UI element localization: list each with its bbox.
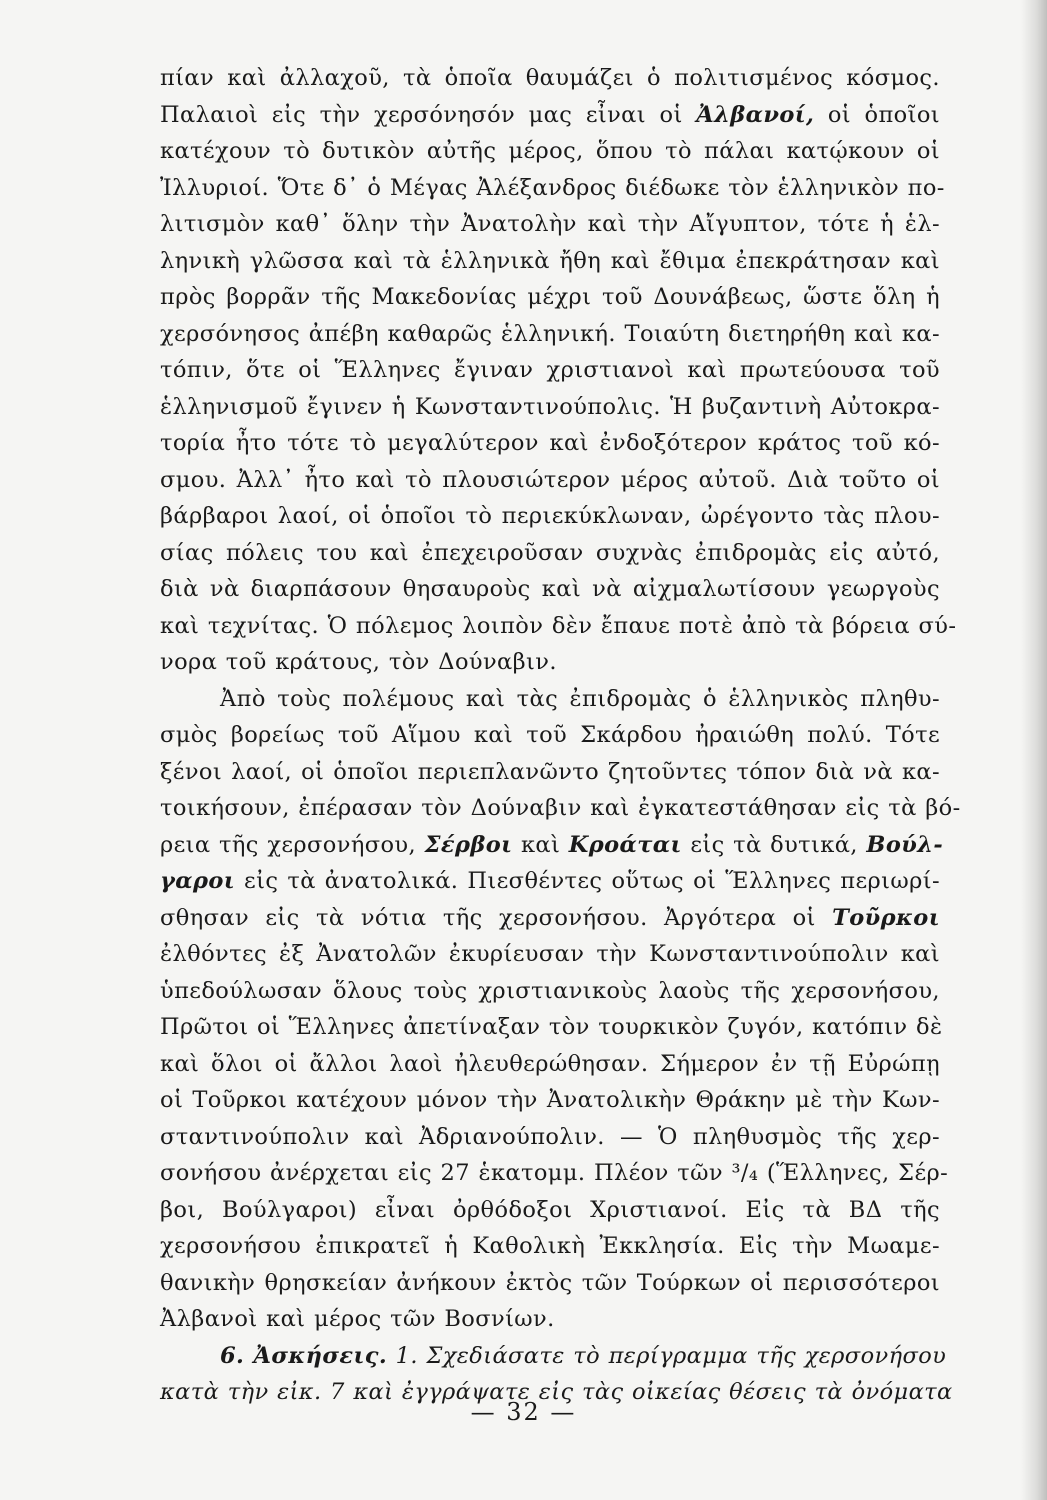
text-line: σίας πόλεις του καὶ ἐπεχειροῦσαν συχνὰς ἐπιδρομὰς εἰς αὐτό, xyxy=(160,539,940,566)
bold-term-albanoi: Ἀλβανοί, xyxy=(696,101,815,128)
page-number: — 32 — xyxy=(470,1398,577,1426)
text-line: χερσόνησος ἀπέβη καθαρῶς ἑλληνική. Τοιαύτη διετηρήθη καὶ κα- xyxy=(160,320,940,347)
text-line xyxy=(160,97,940,134)
text-segment: 1. Σχεδιάσατε τὸ περίγραμμα τῆς χερσονήσου xyxy=(387,1342,947,1369)
text-line: ληνικὴ γλῶσσα καὶ τὰ ἑλληνικὰ ἤθη καὶ ἔθιμα ἐπεκράτησαν καὶ xyxy=(160,247,940,274)
text-line: τοικήσουν, ἐπέρασαν τὸν Δούναβιν καὶ ἐγκατεστάθησαν εἰς τὰ βό- xyxy=(160,795,961,821)
text-line: χερσονήσου ἐπικρατεῖ ἡ Καθολικὴ Ἐκκλησία. Εἰς τὴν Μωαμε- xyxy=(160,1233,940,1259)
exercises-line: κατὰ τὴν εἰκ. 7 καὶ ἐγγράψατε εἰς τὰς οἰκείας θέσεις τὰ ὀνόματα xyxy=(160,1379,953,1405)
text-line: Ἰλλυριοί. Ὅτε δ᾿ ὁ Μέγας Ἀλέξανδρος διέδωκε τὸν ἑλληνικὸν πο- xyxy=(160,174,945,201)
text-segment: εἰς τὰ ἀνατολικά. Πιεσθέντες οὕτως οἱ Ἕλληνες περιωρί- xyxy=(235,868,940,894)
text-line: διὰ νὰ διαρπάσουν θησαυροὺς καὶ νὰ αἰχμαλωτίσουν γεωργοὺς xyxy=(160,576,940,602)
text-segment: καὶ xyxy=(512,831,569,858)
text-line: καὶ ὅλοι οἱ ἄλλοι λαοὶ ἠλευθερώθησαν. Σήμερον ἐν τῇ Εὐρώπῃ xyxy=(160,1050,940,1077)
text-line: σταντινούπολιν καὶ Ἀδριανούπολιν. — Ὁ πληθυσμὸς τῆς χερ- xyxy=(160,1123,940,1150)
text-line: κατέχουν τὸ δυτικὸν αὐτῆς μέρος, ὅπου τὸ πάλαι κατῴκουν οἱ xyxy=(160,138,940,164)
text-line xyxy=(160,863,940,900)
text-line xyxy=(160,827,944,864)
text-line: πίαν καὶ ἀλλαχοῦ, τὰ ὁποῖα θαυμάζει ὁ πολιτισμένος κόσμος. xyxy=(160,65,940,91)
text-line: πρὸς βορρᾶν τῆς Μακεδονίας μέχρι τοῦ Δουνάβεως, ὥστε ὅλη ἡ xyxy=(160,284,940,310)
text-line: νορα τοῦ κράτους, τὸν Δούναβιν. xyxy=(160,649,557,675)
exercises-line xyxy=(160,1338,947,1375)
text-line: βοι, Βούλγαροι) εἶναι ὀρθόδοξοι Χριστιανοί. Εἰς τὰ ΒΔ τῆς xyxy=(160,1196,940,1223)
text-line: ξένοι λαοί, οἱ ὁποῖοι περιεπλανῶντο ζητοῦντες τόπον διὰ νὰ κα- xyxy=(160,758,940,785)
text-line: θανικὴν θρησκείαν ἀνήκουν ἐκτὸς τῶν Τούρκων οἱ περισσότεροι xyxy=(160,1269,940,1296)
text-line: λιτισμὸν καθ᾿ ὅλην τὴν Ἀνατολὴν καὶ τὴν Αἴγυπτον, τότε ἡ ἑλ- xyxy=(160,211,940,237)
bold-term-serboi: Σέρβοι xyxy=(424,831,513,858)
page-binding-shadow xyxy=(1021,0,1047,1500)
text-line: βάρβαροι λαοί, οἱ ὁποῖοι τὸ περιεκύκλωναν, ὠρέγοντο τὰς πλου- xyxy=(160,503,940,529)
text-segment: εἰς τὰ δυτικά, xyxy=(681,831,867,858)
text-line: Πρῶτοι οἱ Ἕλληνες ἀπετίναξαν τὸν τουρκικὸν ζυγόν, κατόπιν δὲ xyxy=(160,1014,943,1040)
text-line: τόπιν, ὅτε οἱ Ἕλληνες ἔγιναν χριστιανοὶ καὶ πρωτεύουσα τοῦ xyxy=(160,357,940,383)
text-line: οἱ Τοῦρκοι κατέχουν μόνον τὴν Ἀνατολικὴν Θράκην μὲ τὴν Κων- xyxy=(160,1087,940,1113)
body-text xyxy=(160,60,961,1411)
text-line: ἑλληνισμοῦ ἔγινεν ἡ Κωνσταντινούπολις. Ἡ βυζαντινὴ Αὐτοκρα- xyxy=(160,393,940,420)
bold-term-boulgaroi-start: Βούλ- xyxy=(866,831,944,858)
text-line: ἐλθόντες ἐξ Ἀνατολῶν ἐκυρίευσαν τὴν Κωνσταντινούπολιν καὶ xyxy=(160,941,940,967)
bold-term-boulgaroi-end: γαροι xyxy=(160,868,236,894)
exercises-heading: 6. Ἀσκήσεις. xyxy=(220,1342,388,1369)
text-line: σμου. Ἀλλ᾿ ἦτο καὶ τὸ πλουσιώτερον μέρος αὐτοῦ. Διὰ τοῦτο οἱ xyxy=(160,466,940,493)
text-line: Ἀπὸ τοὺς πολέμους καὶ τὰς ἐπιδρομὰς ὁ ἑλληνικὸς πληθυ- xyxy=(220,685,940,712)
text-line: σονήσου ἀνέρχεται εἰς 27 ἑκατομμ. Πλέον τῶν ³/₄ (Ἕλληνες, Σέρ- xyxy=(160,1160,949,1186)
text-line: ὑπεδούλωσαν ὅλους τοὺς χριστιανικοὺς λαοὺς τῆς χερσονήσου, xyxy=(160,977,940,1004)
bold-term-tourkoi: Τοῦρκοι xyxy=(832,904,940,931)
text-line: καὶ τεχνίτας. Ὁ πόλεμος λοιπὸν δὲν ἔπαυε ποτὲ ἀπὸ τὰ βόρεια σύ- xyxy=(160,612,957,639)
text-segment: οἱ ὁποῖοι xyxy=(814,101,940,128)
text-line: σμὸς βορείως τοῦ Αἵμου καὶ τοῦ Σκάρδου ἠραιώθη πολύ. Τότε xyxy=(160,722,940,748)
text-segment: σθησαν εἰς τὰ νότια τῆς χερσονήσου. Ἀργότερα οἱ xyxy=(160,904,833,931)
bold-term-kroatai: Κροάται xyxy=(568,831,682,858)
text-line: Ἀλβανοὶ καὶ μέρος τῶν Βοσνίων. xyxy=(160,1306,555,1332)
text-segment: ρεια τῆς χερσονήσου, xyxy=(160,831,425,858)
text-segment: Παλαιοὶ εἰς τὴν χερσόνησόν μας εἶναι οἱ xyxy=(160,101,697,128)
text-line: τορία ἦτο τότε τὸ μεγαλύτερον καὶ ἐνδοξότερον κράτος τοῦ κό- xyxy=(160,430,940,456)
text-line xyxy=(160,900,940,937)
